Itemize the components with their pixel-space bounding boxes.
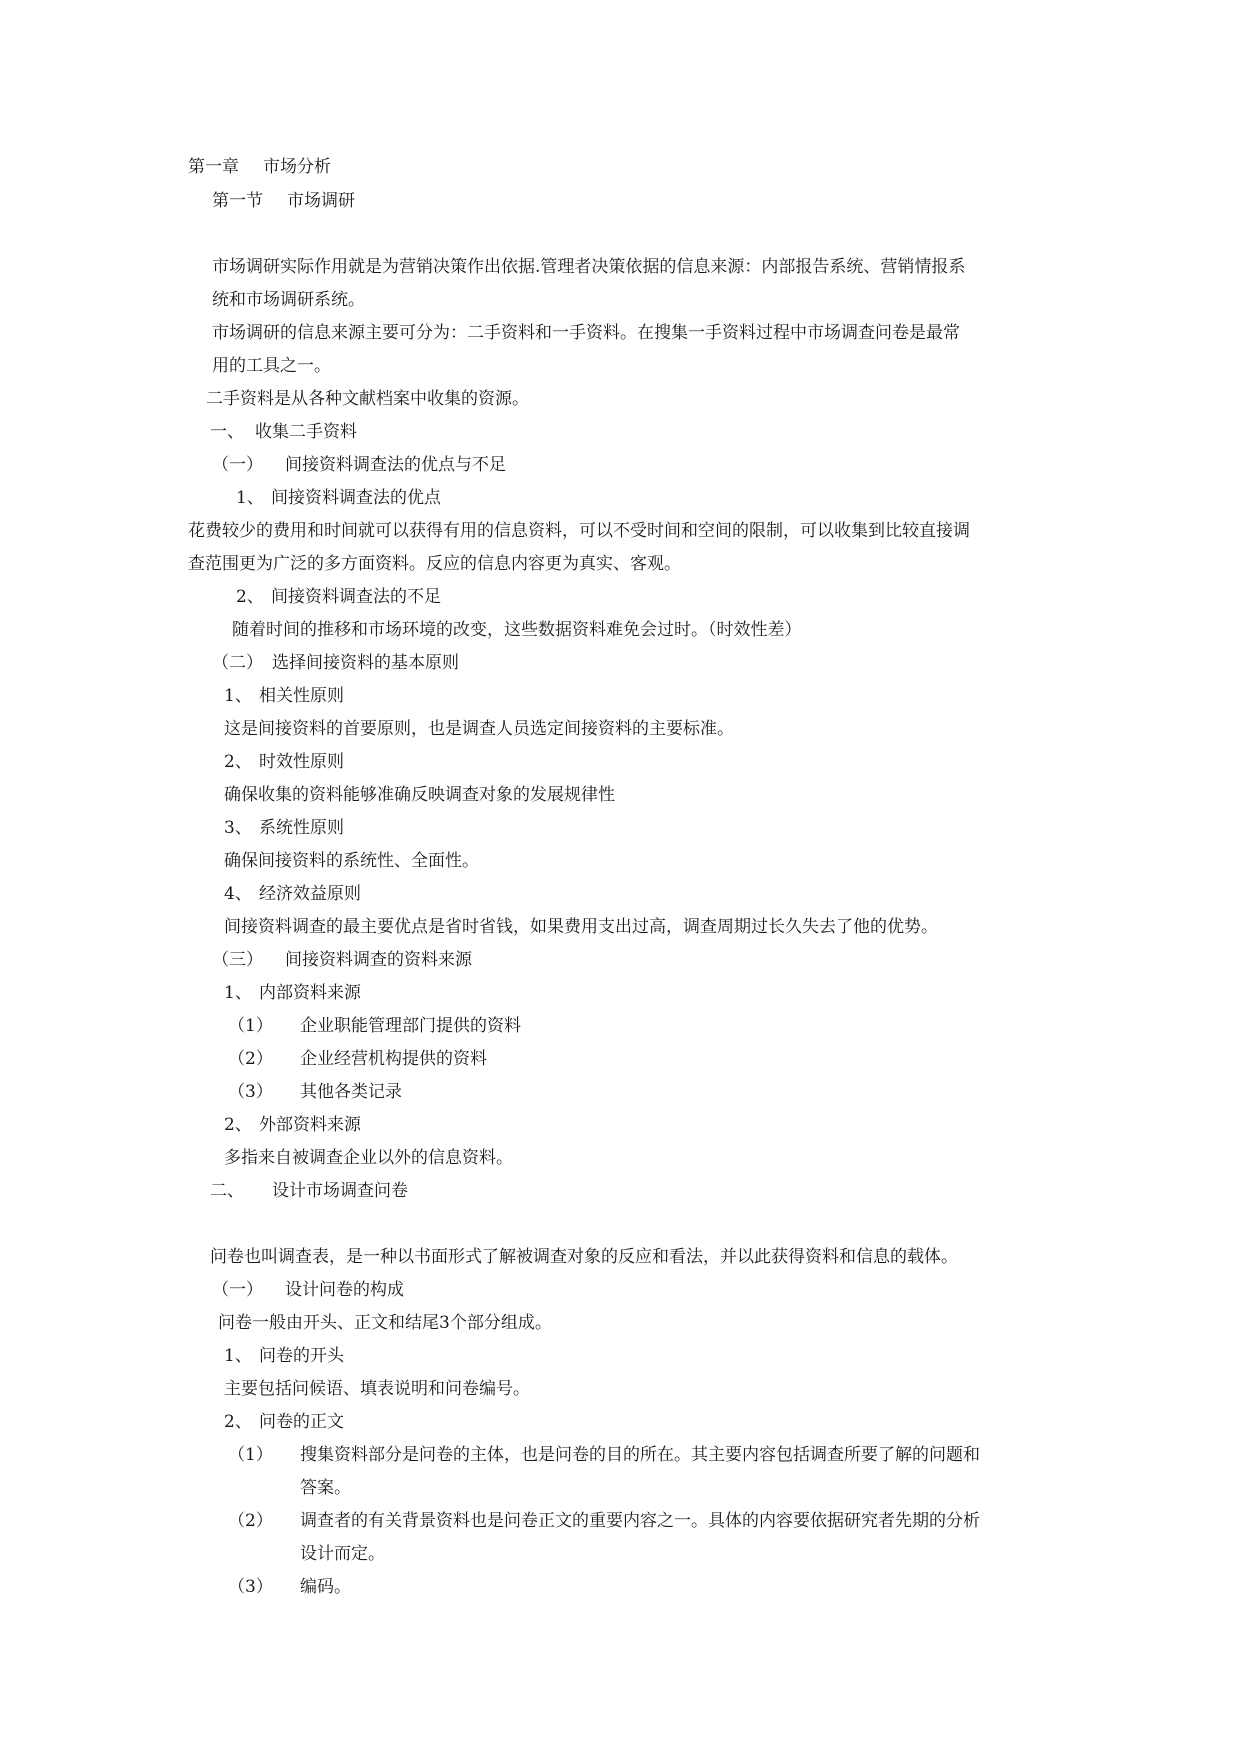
part1-sub3-item1-entry-3 (228, 1081, 402, 1103)
entry-text: 搜集资料部分是问卷的主体，也是问卷的目的所在。其主要内容包括调查所要了解的问题和 (300, 1445, 980, 1465)
section-number: 第一节 (212, 191, 263, 211)
entry-text: 企业经营机构提供的资料 (300, 1049, 487, 1069)
entry-number: （3） (228, 1082, 273, 1102)
part2-sub1-heading (212, 1279, 404, 1301)
intro-paragraph-3: 二手资料是从各种文献档案中收集的资源。 (206, 389, 529, 409)
part2-intro: 问卷也叫调查表，是一种以书面形式了解被调查对象的反应和看法，并以此获得资料和信息的载体。 (210, 1247, 958, 1267)
part2-item1-heading (224, 1345, 344, 1367)
part1-sub2-heading (212, 652, 459, 674)
chapter-title: 市场分析 (263, 157, 331, 177)
part1-sub3-item1-entry-2 (228, 1048, 487, 1070)
part1-sub2-item3-heading (224, 817, 344, 839)
part1-sub3-number: （三） (212, 950, 263, 970)
part1-sub2-item4-number: 4、 (224, 884, 252, 904)
part1-sub3-heading (212, 949, 472, 971)
part2-item2-entry-1-line-2: 答案。 (300, 1478, 351, 1498)
intro-paragraph-1-line-1: 市场调研实际作用就是为营销决策作出依据.管理者决策依据的信息来源：内部报告系统、营销情报系 (212, 257, 966, 277)
part1-sub2-number: （二） (212, 653, 263, 673)
part2-item1-number: 1、 (224, 1346, 252, 1366)
entry-number: （1） (228, 1445, 273, 1465)
part1-sub2-item4-heading (224, 883, 361, 905)
part2-item2-entry-1-line-1 (228, 1444, 980, 1466)
part1-title: 收集二手资料 (255, 422, 357, 442)
entry-text: 编码。 (300, 1577, 351, 1597)
intro-paragraph-1-line-2: 统和市场调研系统。 (212, 290, 365, 310)
entry-text: 企业职能管理部门提供的资料 (300, 1016, 521, 1036)
part1-number: 一、 (210, 422, 244, 442)
entry-number: （2） (228, 1511, 273, 1531)
part2-item2-number: 2、 (224, 1412, 252, 1432)
part1-sub1-item2-text: 随着时间的推移和市场环境的改变，这些数据资料难免会过时。（时效性差） (232, 620, 802, 640)
part2-number: 二、 (210, 1181, 244, 1201)
part1-heading (210, 421, 357, 443)
chapter-heading (188, 156, 331, 178)
part1-sub1-item1-text-line-1: 花费较少的费用和时间就可以获得有用的信息资料，可以不受时间和空间的限制，可以收集到比较直接调 (188, 521, 970, 541)
part1-sub2-title: 选择间接资料的基本原则 (272, 653, 459, 673)
part1-sub2-item1-text: 这是间接资料的首要原则，也是调查人员选定间接资料的主要标准。 (224, 719, 734, 739)
part1-sub2-item2-text: 确保收集的资料能够准确反映调查对象的发展规律性 (224, 785, 615, 805)
part1-sub3-item1-heading (224, 982, 361, 1004)
part2-item2-entry-2-line-1 (228, 1510, 980, 1532)
part1-sub3-item2-number: 2、 (224, 1115, 252, 1135)
part1-sub2-item1-number: 1、 (224, 686, 252, 706)
intro-paragraph-2-line-2: 用的工具之一。 (212, 356, 331, 376)
part1-sub3-title: 间接资料调查的资料来源 (285, 950, 472, 970)
part1-sub1-item2-number: 2、 (236, 587, 264, 607)
part2-item2-heading (224, 1411, 344, 1433)
part1-sub1-item1-text-line-2: 查范围更为广泛的多方面资料。反应的信息内容更为真实、客观。 (188, 554, 681, 574)
part1-sub1-heading (212, 454, 506, 476)
part1-sub3-item2-text: 多指来自被调查企业以外的信息资料。 (224, 1148, 513, 1168)
part2-sub1-number: （一） (212, 1280, 263, 1300)
entry-text: 调查者的有关背景资料也是问卷正文的重要内容之一。具体的内容要依据研究者先期的分析 (300, 1511, 980, 1531)
part1-sub1-item1-heading (236, 487, 441, 509)
entry-number: （2） (228, 1049, 273, 1069)
part2-item2-entry-2-line-2: 设计而定。 (300, 1544, 385, 1564)
section-heading (212, 190, 355, 212)
part1-sub1-item1-number: 1、 (236, 488, 264, 508)
intro-paragraph-2-line-1: 市场调研的信息来源主要可分为：二手资料和一手资料。在搜集一手资料过程中市场调查问卷是最常 (212, 323, 960, 343)
part2-sub1-title: 设计问卷的构成 (285, 1280, 404, 1300)
part1-sub1-number: （一） (212, 455, 263, 475)
part1-sub1-item2-title: 间接资料调查法的不足 (271, 587, 441, 607)
part1-sub2-item2-heading (224, 751, 344, 773)
part1-sub1-title: 间接资料调查法的优点与不足 (285, 455, 506, 475)
part1-sub3-item1-number: 1、 (224, 983, 252, 1003)
entry-number: （3） (228, 1577, 273, 1597)
section-title: 市场调研 (287, 191, 355, 211)
entry-text: 其他各类记录 (300, 1082, 402, 1102)
part1-sub2-item2-title: 时效性原则 (259, 752, 344, 772)
part1-sub2-item4-title: 经济效益原则 (259, 884, 361, 904)
part1-sub3-item2-heading (224, 1114, 361, 1136)
entry-number: （1） (228, 1016, 273, 1036)
part2-title: 设计市场调查问卷 (272, 1181, 408, 1201)
part2-item1-title: 问卷的开头 (259, 1346, 344, 1366)
part2-heading (210, 1180, 408, 1202)
part1-sub3-item2-title: 外部资料来源 (259, 1115, 361, 1135)
chapter-number: 第一章 (188, 157, 239, 177)
part2-sub1-text: 问卷一般由开头、正文和结尾3个部分组成。 (218, 1313, 552, 1333)
part2-item1-text: 主要包括问候语、填表说明和问卷编号。 (224, 1379, 530, 1399)
part1-sub2-item3-text: 确保间接资料的系统性、全面性。 (224, 851, 479, 871)
part1-sub2-item3-title: 系统性原则 (259, 818, 344, 838)
part1-sub3-item1-entry-1 (228, 1015, 521, 1037)
part2-item2-entry-3 (228, 1576, 351, 1598)
part1-sub2-item2-number: 2、 (224, 752, 252, 772)
part2-item2-title: 问卷的正文 (259, 1412, 344, 1432)
part1-sub3-item1-title: 内部资料来源 (259, 983, 361, 1003)
part1-sub2-item1-title: 相关性原则 (259, 686, 344, 706)
part1-sub1-item2-heading (236, 586, 441, 608)
part1-sub1-item1-title: 间接资料调查法的优点 (271, 488, 441, 508)
part1-sub2-item4-text: 间接资料调查的最主要优点是省时省钱，如果费用支出过高，调查周期过长久失去了他的优势。 (224, 917, 938, 937)
part1-sub2-item3-number: 3、 (224, 818, 252, 838)
part1-sub2-item1-heading (224, 685, 344, 707)
